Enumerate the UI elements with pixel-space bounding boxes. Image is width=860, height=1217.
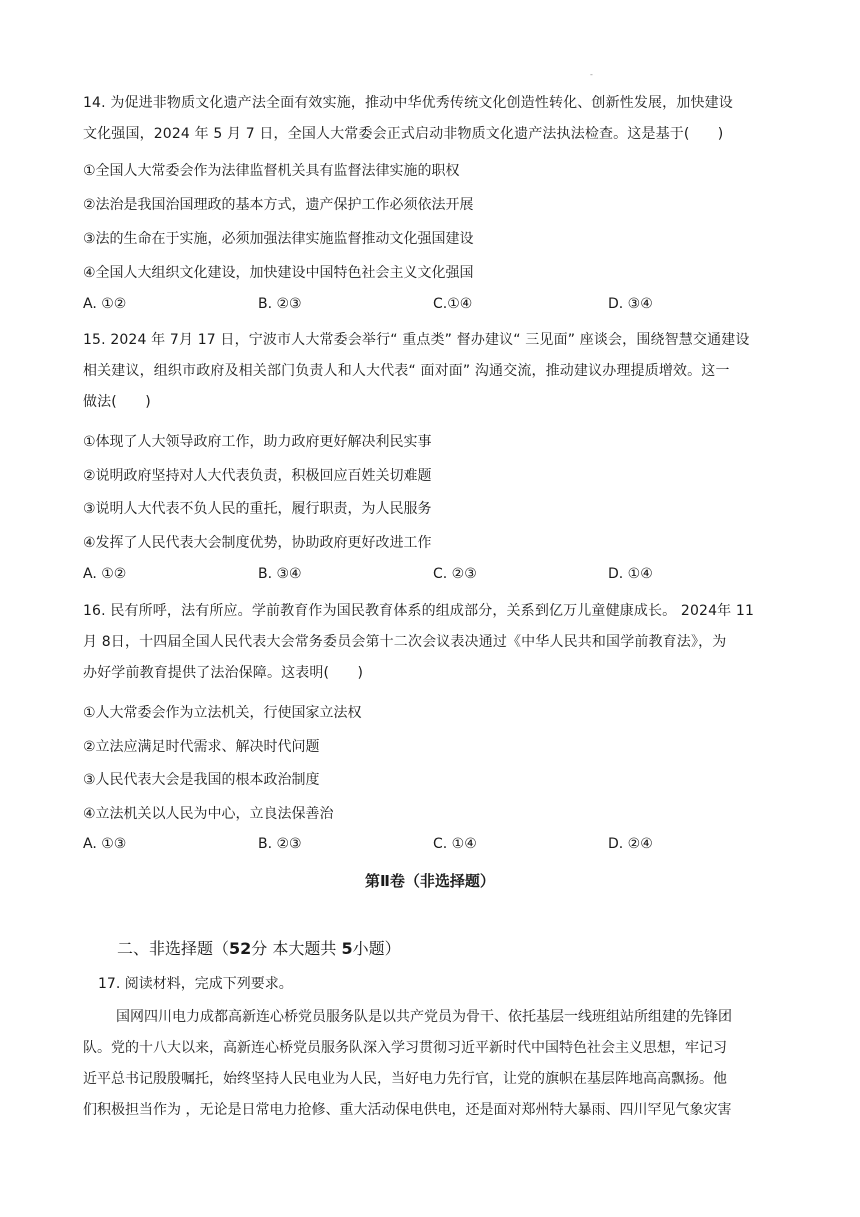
question-16-stem xyxy=(83,596,783,689)
stem-line: 月 8日，十四届全国人民代表大会常务委员会第十二次会议表决通过《中华人民共和国学前教育法》，为 xyxy=(83,634,727,650)
choice-c: C. ②③ xyxy=(433,566,477,582)
part-title-count: 5 xyxy=(341,939,353,958)
part-title-suffix: 小题） xyxy=(352,939,401,958)
question-14-choices xyxy=(83,296,783,316)
question-14-option-4: ④全国人大组织文化建设，加快建设中国特色社会主义文化强国 xyxy=(83,265,474,281)
choice-a: A. ①③ xyxy=(83,836,127,852)
stem-line: 14. 为促进非物质文化遗产法全面有效实施，推动中华优秀传统文化创造性转化、创新性发展，加快建设 xyxy=(83,95,733,111)
section-title: 第Ⅱ卷（非选择题） xyxy=(365,872,495,890)
stem-line: 办好学前教育提供了法治保障。这表明( ) xyxy=(83,665,364,681)
choice-d: D. ②④ xyxy=(608,836,653,852)
choice-a: A. ①② xyxy=(83,296,127,312)
material-line: 们积极担当作为 ，无论是日常电力抢修、重大活动保电供电，还是面对郑州特大暴雨、四川罕见气象灾害 xyxy=(83,1102,732,1118)
question-17-intro: 17. 阅读材料，完成下列要求。 xyxy=(98,976,293,992)
part-title-prefix: 二、非选择题（ xyxy=(117,939,230,958)
stem-line: 文化强国，2024 年 5 月 7 日，全国人大常委会正式启动非物质文化遗产法执法检查。这是基于( ) xyxy=(83,126,724,142)
question-16-option-1: ①人大常委会作为立法机关，行使国家立法权 xyxy=(83,705,362,721)
question-14-option-2: ②法治是我国治国理政的基本方式，遗产保护工作必须依法开展 xyxy=(83,197,474,213)
material-line: 近平总书记殷殷嘱托，始终坚持人民电业为人民，当好电力先行官，让党的旗帜在基层阵地高高飘扬。他 xyxy=(83,1071,727,1087)
question-16-option-3: ③人民代表大会是我国的根本政治制度 xyxy=(83,772,320,788)
stem-line: 16. 民有所呼，法有所应。学前教育作为国民教育体系的组成部分，关系到亿万儿童健康成长。 2024年 11 xyxy=(83,603,755,619)
page-mark: - xyxy=(590,70,593,79)
stem-line: 做法( ) xyxy=(83,394,151,410)
question-15-option-4: ④发挥了人民代表大会制度优势，协助政府更好改进工作 xyxy=(83,535,432,551)
stem-line: 相关建议，组织市政府及相关部门负责人和人大代表“ 面对面” 沟通交流，推动建议办理提质增效。这一 xyxy=(83,363,730,379)
question-16-option-4: ④立法机关以人民为中心，立良法保善治 xyxy=(83,806,334,822)
question-14-option-3: ③法的生命在于实施，必须加强法律实施监督推动文化强国建设 xyxy=(83,231,474,247)
question-17-material xyxy=(83,1002,783,1126)
question-16-option-2: ②立法应满足时代需求、解决时代问题 xyxy=(83,739,320,755)
stem-line: 15. 2024 年 7月 17 日，宁波市人大常委会举行“ 重点类” 督办建议“ 三见面” 座谈会，围绕智慧交通建设 xyxy=(83,332,750,348)
choice-b: B. ②③ xyxy=(258,296,302,312)
question-16-choices xyxy=(83,836,783,856)
question-15-option-1: ①体现了人大领导政府工作，助力政府更好解决利民实事 xyxy=(83,434,432,450)
material-line: 队。党的十八大以来，高新连心桥党员服务队深入学习贯彻习近平新时代中国特色社会主义思想，牢记习 xyxy=(83,1040,727,1056)
part-title xyxy=(117,936,401,959)
choice-c: C. ①④ xyxy=(433,836,477,852)
question-15-choices xyxy=(83,566,783,586)
question-14-option-1: ①全国人大常委会作为法律监督机关具有监督法律实施的职权 xyxy=(83,163,460,179)
part-title-score: 52 xyxy=(229,939,252,958)
part-title-mid: 分 本大题共 xyxy=(251,939,342,958)
choice-c: C.①④ xyxy=(433,296,473,312)
choice-b: B. ③④ xyxy=(258,566,302,582)
choice-b: B. ②③ xyxy=(258,836,302,852)
question-14-stem xyxy=(83,88,783,150)
choice-d: D. ③④ xyxy=(608,296,653,312)
question-15-stem xyxy=(83,325,783,418)
choice-a: A. ①② xyxy=(83,566,127,582)
question-15-option-2: ②说明政府坚持对人大代表负责，积极回应百姓关切难题 xyxy=(83,468,432,484)
material-line: 国网四川电力成都高新连心桥党员服务队是以共产党员为骨干、依托基层一线班组站所组建的先锋团 xyxy=(116,1009,732,1025)
question-15-option-3: ③说明人大代表不负人民的重托，履行职责，为人民服务 xyxy=(83,501,432,517)
choice-d: D. ①④ xyxy=(608,566,653,582)
